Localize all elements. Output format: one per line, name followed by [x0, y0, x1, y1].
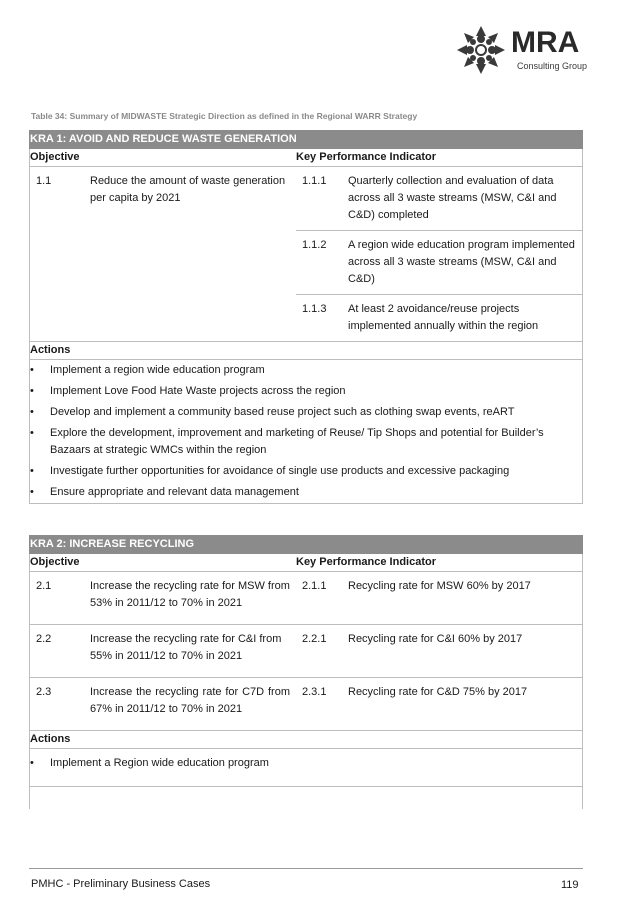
kra1-objective-number: 1.1: [30, 167, 85, 342]
kra1-title: KRA 1: AVOID AND REDUCE WASTE GENERATION: [30, 131, 583, 149]
kra2-table: [29, 535, 583, 809]
table-caption: Table 34: Summary of MIDWASTE Strategic Direction as defined in the Regional WARR Strategy: [31, 111, 418, 121]
kra2-objective-number: 2.1: [30, 572, 85, 625]
list-item: • Implement Love Food Hate Waste projects across the region: [30, 381, 582, 402]
empty-cell: [30, 787, 583, 810]
kra1-table: [29, 130, 583, 504]
table-row: [30, 572, 583, 625]
bullet-icon: •: [30, 486, 34, 498]
list-item: • Develop and implement a community based reuse project such as clothing swap events, reART: [30, 402, 582, 423]
table-row: [30, 678, 583, 731]
kra2-header-row: [30, 536, 583, 554]
kra1-objective-text: Reduce the amount of waste generation per capita by 2021: [84, 167, 296, 342]
logo-brand: MRA: [511, 26, 580, 59]
kra2-actions-list: [30, 749, 583, 787]
list-item: • Investigate further opportunities for avoidance of single use products and excessive packaging: [30, 461, 582, 482]
footer-document-title: PMHC - Preliminary Business Cases: [31, 878, 211, 890]
kra2-kpi-text: Recycling rate for C&D 75% by 2017: [342, 678, 583, 731]
kra1-kpi-text: Quarterly collection and evaluation of data across all 3 waste streams (MSW, C&I and C&D) completed: [342, 167, 583, 231]
bullet-icon: •: [30, 427, 34, 439]
table-row: [30, 625, 583, 678]
kra1-kpi-number: 1.1.2: [296, 231, 342, 295]
list-item: • Implement a region wide education program: [30, 360, 582, 381]
bullet-icon: •: [30, 364, 34, 376]
logo-subtitle: Consulting Group: [517, 61, 588, 71]
bullet-icon: •: [30, 757, 34, 769]
kra2-objective-text: Increase the recycling rate for C7D from 67% in 2011/12 to 70% in 2021: [90, 686, 290, 715]
kra1-header-row: [30, 131, 583, 149]
kra2-objective-number: 2.2: [30, 625, 85, 678]
kra1-column-header-row: [30, 149, 583, 167]
kra1-kpi-text: A region wide education program implemented across all 3 waste streams (MSW, C&I and C&D): [342, 231, 583, 295]
kra1-kpi-header: Key Performance Indicator: [296, 149, 583, 167]
kra2-kpi-header: Key Performance Indicator: [296, 554, 583, 572]
kra1-actions-row: [30, 360, 583, 504]
kra2-kpi-number: 2.1.1: [302, 580, 327, 592]
kra2-column-header-row: [30, 554, 583, 572]
kra2-actions-header-row: [30, 731, 583, 749]
list-item: • Implement a Region wide education program: [30, 753, 582, 774]
kra1-actions-list: [30, 360, 583, 504]
mra-logo-mark-icon: [455, 24, 507, 76]
kra2-objective-number: 2.3: [30, 678, 85, 731]
kra1-kpi-number: 1.1.3: [296, 295, 342, 342]
list-item: • Explore the development, improvement and marketing of Reuse/ Tip Shops and potential for Builder’s Bazaars at strategic WMCs within the region: [30, 423, 582, 461]
footer-page-number: 119: [561, 879, 579, 891]
kra1-kpi-number: 1.1.1: [296, 167, 342, 231]
kra1-kpi-text: At least 2 avoidance/reuse projects implemented annually within the region: [342, 295, 583, 342]
kra1-actions-header-row: [30, 342, 583, 360]
kra2-kpi-number: 2.3.1: [302, 686, 327, 698]
kra2-kpi-text: Recycling rate for MSW 60% by 2017: [342, 572, 583, 625]
footer-divider: [29, 868, 583, 869]
kra2-empty-row: [30, 787, 583, 810]
kra2-actions-row: [30, 749, 583, 787]
kra1-kpi-row-1: [30, 167, 583, 231]
kra2-actions-header: Actions: [30, 731, 583, 749]
list-item: • Ensure appropriate and relevant data management: [30, 482, 582, 503]
kra2-objective-text: Increase the recycling rate for C&I from 55% in 2011/12 to 70% in 2021: [90, 633, 282, 662]
kra1-actions-header: Actions: [30, 342, 583, 360]
kra2-objective-header: Objective: [30, 554, 297, 572]
mra-logo: [455, 22, 605, 78]
kra2-kpi-text: Recycling rate for C&I 60% by 2017: [342, 625, 583, 678]
bullet-icon: •: [30, 406, 34, 418]
kra2-objective-text: Increase the recycling rate for MSW from 53% in 2011/12 to 70% in 2021: [90, 580, 290, 609]
kra2-kpi-number: 2.2.1: [302, 633, 327, 645]
bullet-icon: •: [30, 385, 34, 397]
bullet-icon: •: [30, 465, 34, 477]
kra2-title: KRA 2: INCREASE RECYCLING: [30, 536, 583, 554]
kra1-objective-header: Objective: [30, 149, 297, 167]
